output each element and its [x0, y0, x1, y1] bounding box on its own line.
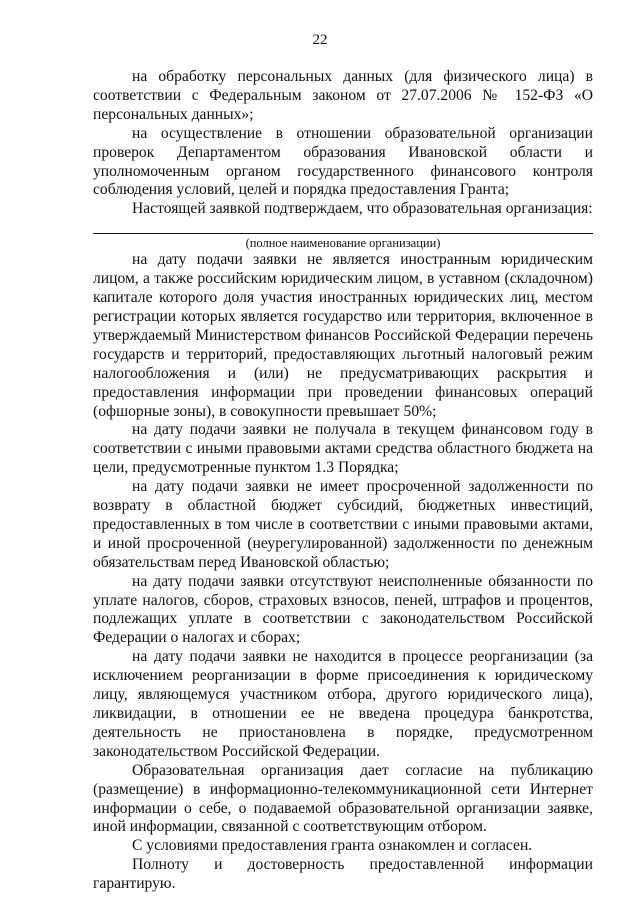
paragraph-no-reorganization: на дату подачи заявки не находится в процессе реорганизации (за исключением реорганизации в форме присоединения к юридическому лицу, являющемуся участником отбора, другого юридического лица), ликвидации, в отношении ее не введена процедура банкротства, деятельность не приостановлена в порядке, предусмотренном законодательством Российской Федерации. [93, 648, 593, 760]
organization-name-line [93, 233, 593, 234]
paragraph-inspection-consent: на осуществление в отношении образовательной организации проверок Департаментом образования Ивановской области и уполномоченным органом государственного финансового контроля соблюдения условий, целей и порядка предоставления Гранта; [93, 124, 593, 199]
paragraph-personal-data-consent: на обработку персональных данных (для физического лица) в соответствии с Федеральным законом от 27.07.2006 № 152-ФЗ «О персональных данных»; [93, 68, 593, 123]
paragraph-terms-acknowledged: С условиями предоставления гранта ознакомлен и согласен. [132, 837, 533, 855]
paragraph-no-overdue-debt: на дату подачи заявки не имеет просроченной задолженности по возврату в областной бюджет субсидий, бюджетных инвестиций, предоставленных в том числе в соответствии с иными правовыми актами, и иной просроченной (неурегулированной) задолженности по денежным обязательствам перед Ивановской областью; [93, 478, 593, 571]
paragraph-confirmation-intro: Настоящей заявкой подтверждаем, что образовательная организация: [132, 200, 593, 218]
paragraph-no-other-funds: на дату подачи заявки не получала в текущем финансовом году в соответствии с иными правовыми актами средства областного бюджета на цели, предусмотренные пунктом 1.3 Порядка; [93, 421, 593, 477]
organization-name-caption: (полное наименование организации) [245, 236, 441, 251]
paragraph-no-tax-arrears: на дату подачи заявки отсутствуют неисполненные обязанности по уплате налогов, сборов, страховых взносов, пеней, штрафов и процентов, подлежащих уплате в соответствии с законодательством Российской Федерации о налогах и сборах; [93, 572, 593, 647]
paragraph-accuracy-guarantee: Полноту и достоверность предоставленной информации гарантирую. [93, 856, 593, 893]
document-body [93, 68, 593, 894]
paragraph-not-foreign-entity: на дату подачи заявки не является иностранным юридическим лицом, а также российским юридическим лицом, в уставном (складочном) капитале которого доля участия иностранных юридических лиц, местом регистрации которых является государство или территория, включенное в утверждаемый Министерством финансов Российской Федерации перечень государств и территорий, предоставляющих льготный налоговый режим налогообложения и (или) не предусматривающих раскрытия и предоставления информации при проведении финансовых операций (офшорные зоны), в совокупности превышает 50%; [93, 251, 593, 420]
page-number: 22 [312, 32, 328, 48]
paragraph-publication-consent: Образовательная организация дает согласие на публикацию (размещение) в информационно-телекоммуникационной сети Интернет информации о себе, о подаваемой образовательной организации заявке, иной информации, связанной с соответствующим отбором. [93, 761, 593, 836]
